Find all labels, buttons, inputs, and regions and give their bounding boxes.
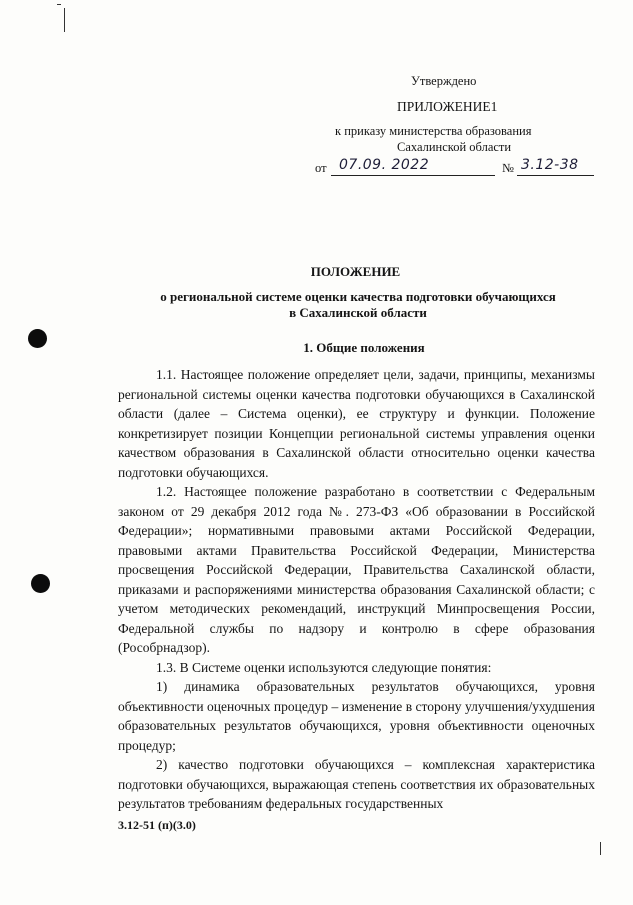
document-body	[118, 365, 595, 814]
number-underline	[517, 175, 594, 176]
date-value-handwritten: 07.09. 2022	[339, 157, 430, 173]
document-code: 3.12-51 (п)(3.0)	[118, 818, 196, 832]
number-prefix: №	[502, 161, 514, 175]
scan-mark	[64, 8, 65, 32]
list-item-1: 1) динамика образовательных результатов обучающихся, уровня объективности оценочных процедур – изменение в сторону улучшения/ухудшения образовательных результатов обучающихся, уровня объективности оценочных процедур;	[118, 679, 595, 753]
approved-label: Утверждено	[411, 74, 477, 88]
list-item-2: 2) качество подготовки обучающихся – комплексная характеристика подготовки обучающихся, выражающая степень соответствия их образовательных результатов требованиям федеральных государственных	[118, 757, 595, 811]
scan-mark	[57, 4, 61, 5]
date-underline	[331, 175, 495, 176]
document-title: ПОЛОЖЕНИЕ	[310, 264, 401, 279]
paragraph-1-3: 1.3. В Системе оценки используются следующие понятия:	[156, 659, 492, 675]
section-heading: 1. Общие положения	[303, 340, 425, 355]
appendix-label: ПРИЛОЖЕНИЕ1	[397, 99, 498, 114]
scan-mark	[600, 842, 601, 855]
order-line-2: Сахалинской области	[397, 140, 512, 154]
document-subtitle-line-1: о региональной системе оценки качества подготовки обучающихся	[160, 289, 556, 304]
paragraph-1-1: 1.1. Настоящее положение определяет цели, задачи, принципы, механизмы региональной системы оценки качества подготовки обучающихся в Сахалинской области (далее – Система оценки), ее структуру и функции. Положение конкретизирует позиции Концепции региональной системы управления оценки качеством образования в Сахалинской области относительно оценки качества подготовки обучающихся.	[118, 367, 595, 480]
order-line-1: к приказу министерства образования	[335, 124, 532, 138]
document-subtitle-line-2: в Сахалинской области	[289, 305, 427, 320]
binder-hole-bottom	[31, 574, 50, 593]
number-value-handwritten: 3.12-38	[521, 157, 579, 173]
date-prefix: от	[315, 161, 327, 175]
paragraph-1-2: 1.2. Настоящее положение разработано в соответствии с Федеральным законом от 29 декабря 2012 года №. 273-ФЗ «Об образовании в Российской Федерации»; нормативными правовыми актами Российской Федерации, правовыми актами Правительства Российской Федерации, Министерства просвещения Российской Федерации, Правительства Сахалинской области, приказами и распоряжениями министерства образования Сахалинской области; с учетом методических рекомендаций, инструкций Минпросвещения России, Федеральной службы по надзору и контролю в сфере образования (Рособрнадзор).	[118, 484, 595, 655]
